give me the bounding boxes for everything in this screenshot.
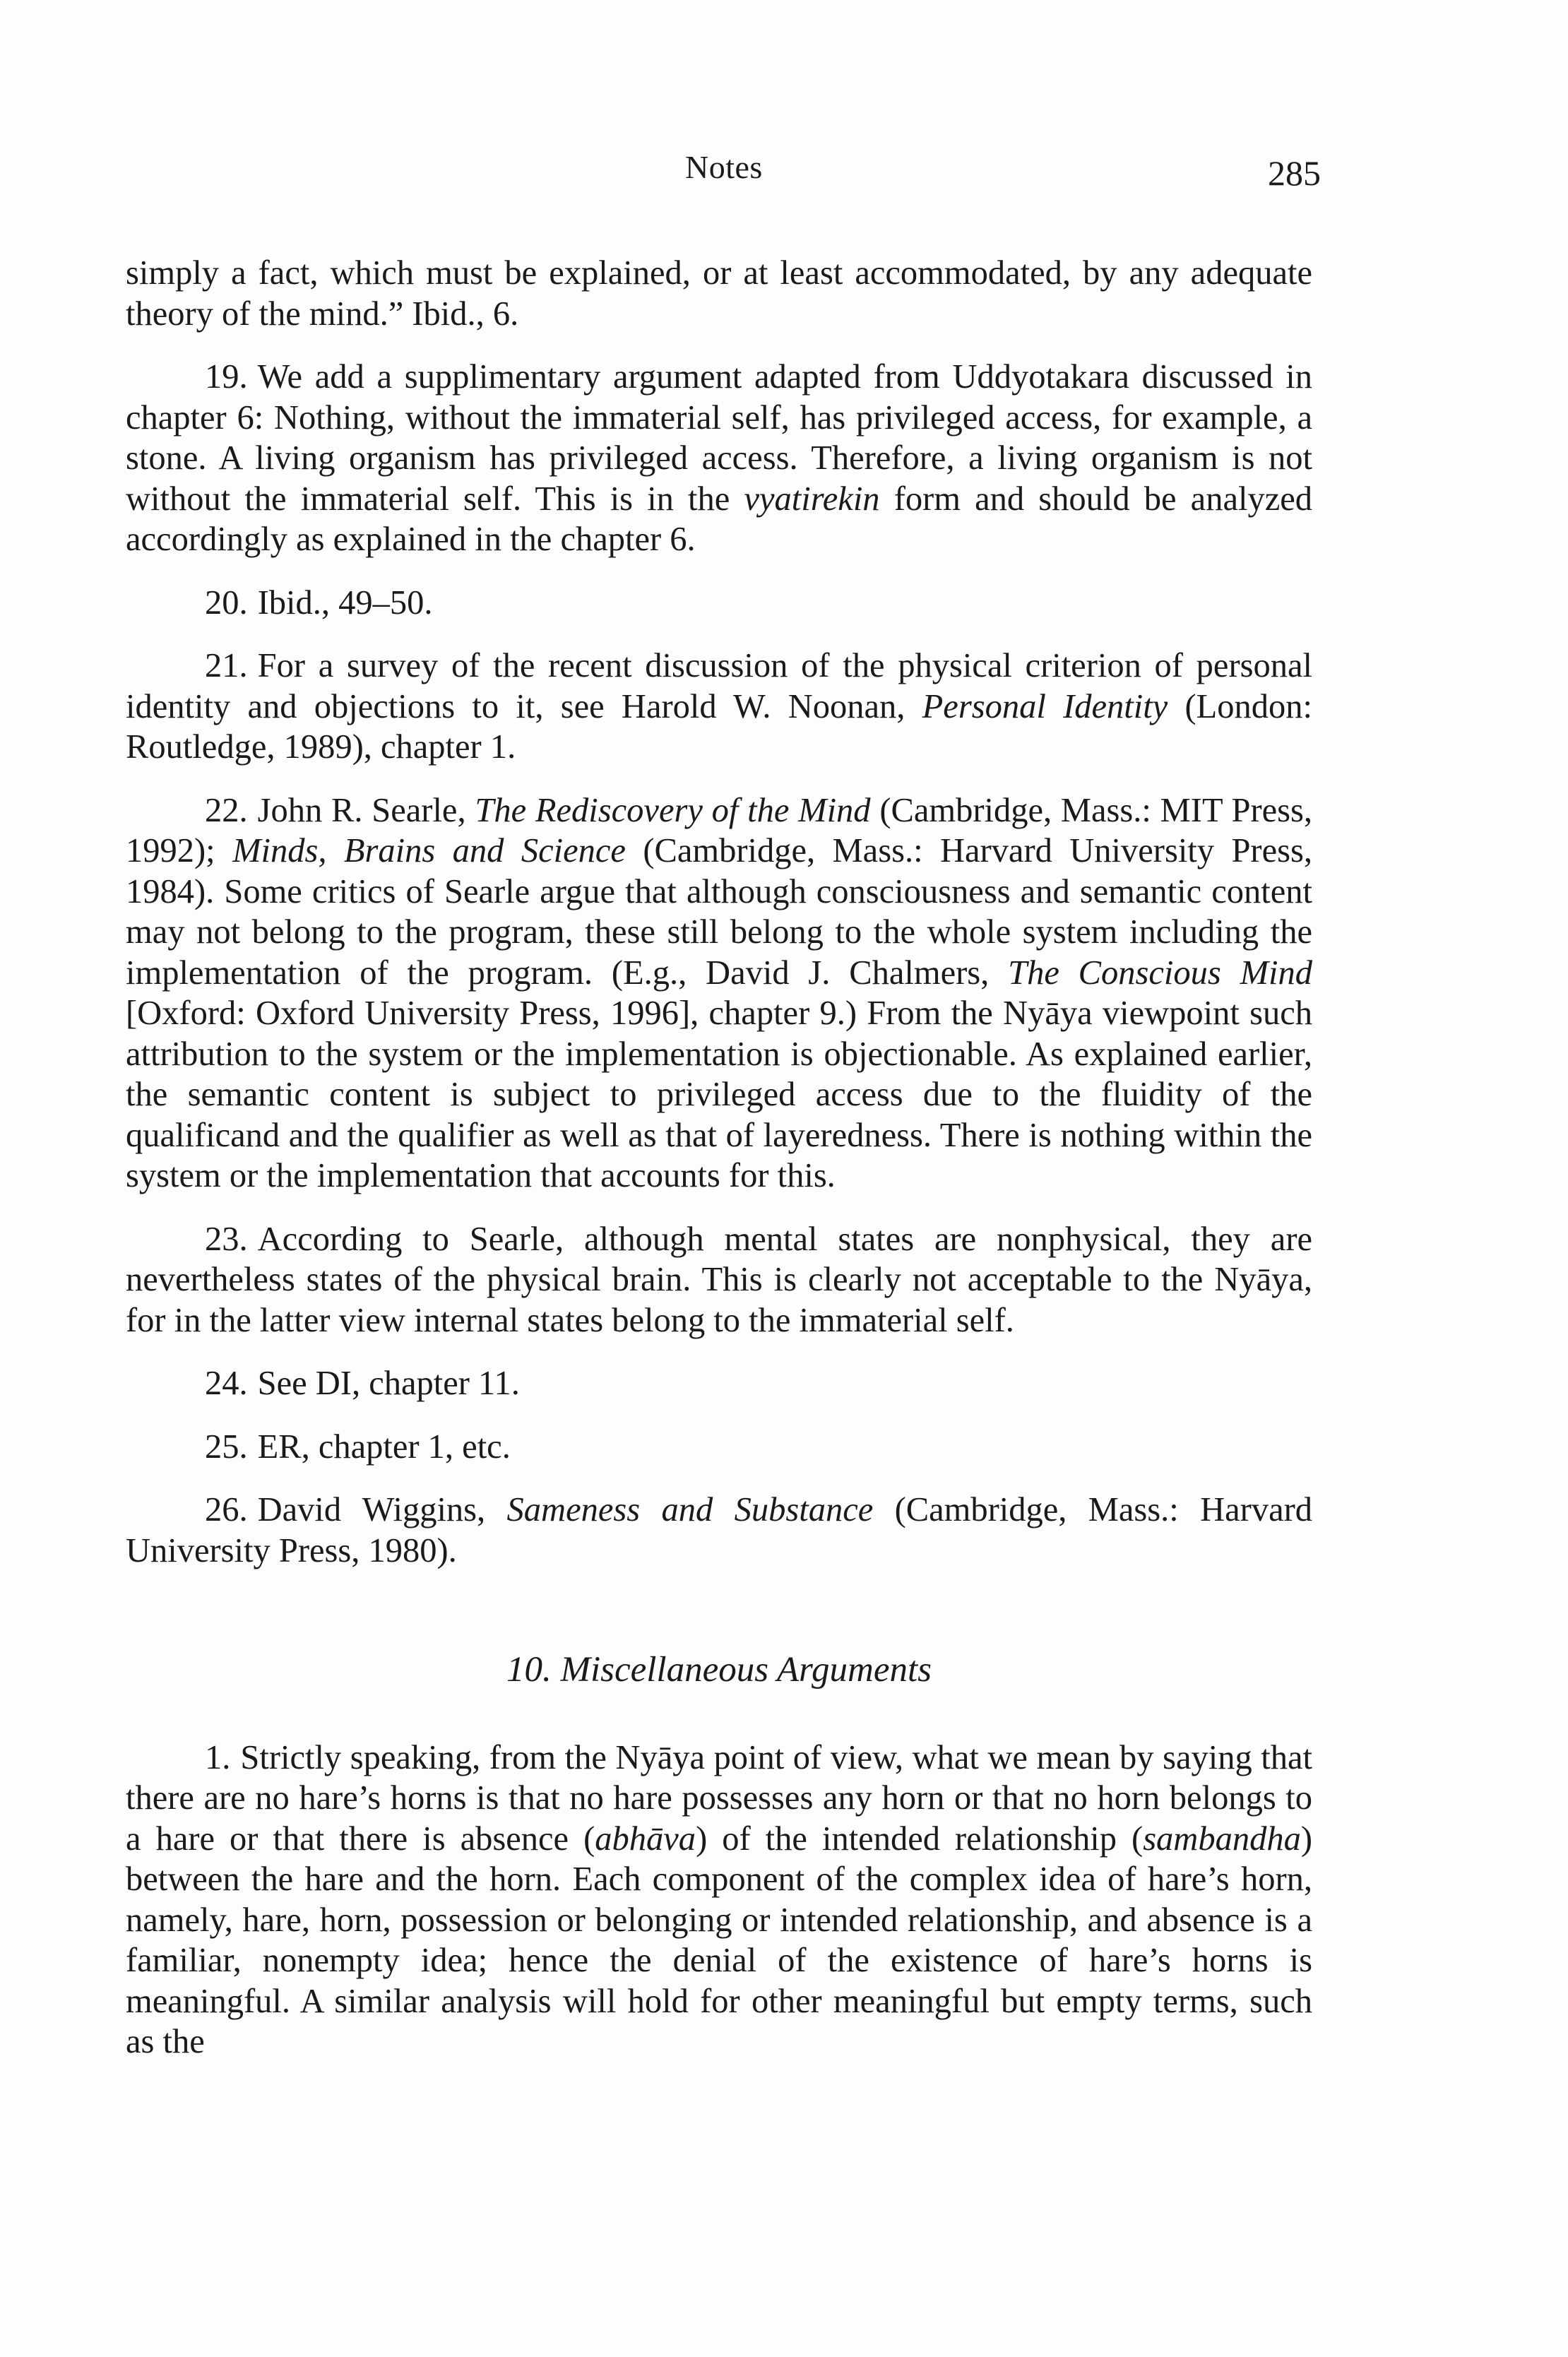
note-text: [Oxford: Oxford University Press, 1996], chapter 9.) From the Nyāya viewpoint such attribution to the system or the implementation is objectionable. As explained earlier, the semantic content is subject to privileged access due to the fluidity of the qualificand and the qualifier as well as that of layeredness. There is nothing within the system or the implementation that accounts for this. [126,995,1312,1194]
note-text: (London: Routledge, 1989), chapter 1. [126,687,1312,766]
note-text: ER, chapter 1, etc. [257,1427,511,1466]
note-text: (Cambridge, Mass.: MIT Press, 1992); [126,791,1312,869]
note-number: 24. [205,1365,248,1402]
note-number: 23. [205,1220,248,1258]
note-number: 19. [205,358,248,396]
note-22 [126,790,1312,1197]
note-text: Ibid., 49–50. [257,583,433,622]
note-book-title: Personal Identity [922,687,1168,725]
note-italic-term: abhāva [595,1819,696,1858]
note-text: (Cambridge, Mass.: Harvard University Press, 1980). [126,1491,1312,1569]
note-23 [126,1219,1312,1341]
note-18-continuation [126,253,1312,334]
note-number: 20. [205,583,248,622]
note-text: ) of the intended relationship ( [696,1819,1144,1858]
note-19 [126,357,1312,560]
running-head [120,141,1321,191]
note-25 [126,1427,1312,1468]
notes-body [126,253,1312,2085]
section-note-1 [126,1738,1312,2062]
note-text: ) between the hare and the horn. Each component of the complex idea of hare’s horn, namely, hare, horn, possession or belonging or intended relationship, and absence is a familiar, nonempty idea; hence the denial of the existence of hare’s horns is meaningful. A similar analysis will hold for other meaningful but empty terms, such as the [126,1819,1312,2060]
note-text: For a survey of the recent discussion of the physical criterion of personal identity and objections to it, see Harold W. Noonan, [126,647,1312,725]
note-text: We add a supplimentary argument adapted from Uddyotakara discussed in chapter 6: Nothing, without the immaterial self, has privileged access, for example, a stone. A living organism has privileged access. Therefore, a living organism is not without the immaterial self. This is in the [126,358,1312,518]
note-text: According to Searle, although mental states are nonphysical, they are nevertheless states of the physical brain. This is clearly not acceptable to the Nyāya, for in the latter view internal states belong to the immaterial self. [126,1220,1312,1339]
note-text: David Wiggins, [257,1491,507,1528]
note-number: 21. [205,647,248,684]
note-24 [126,1363,1312,1404]
note-text: John R. Searle, [257,791,475,829]
note-text: (Cambridge, Mass.: Harvard University Press, 1984). Some critics of Searle argue that although consciousness and semantic content may not belong to the program, these still belong to the whole system including the implementation of the program. (E.g., David J. Chalmers, [126,832,1312,992]
note-book-title: Sameness and Substance [506,1491,874,1528]
note-26 [126,1490,1312,1571]
note-book-title: The Conscious Mind [1008,954,1312,992]
section-heading: 10. Miscellaneous Arguments [506,1650,932,1690]
note-book-title: Minds, Brains and Science [232,832,626,869]
note-text: simply a fact, which must be explained, or at least accommodated, by any adequate theory of the mind.” Ibid., 6. [126,254,1312,333]
note-number: 25. [205,1427,248,1466]
note-number: 22. [205,791,248,829]
note-number: 1. [205,1738,231,1776]
note-italic-term: sambandha [1143,1819,1301,1858]
page-number: 285 [1268,153,1321,193]
note-20 [126,583,1312,624]
note-text: form and should be analyzed accordingly as explained in the chapter 6. [126,480,1313,558]
note-21 [126,646,1312,768]
note-text: See DI, chapter 11. [257,1365,520,1402]
note-book-title: The Rediscovery of the Mind [475,791,871,829]
note-italic-term: vyatirekin [744,480,880,518]
note-number: 26. [205,1491,248,1528]
note-text: Strictly speaking, from the Nyāya point of view, what we mean by saying that there are no hare’s horns is that no hare possesses any horn or that no horn belongs to a hare or that there is absence ( [126,1738,1312,1858]
running-title: Notes [685,149,763,185]
